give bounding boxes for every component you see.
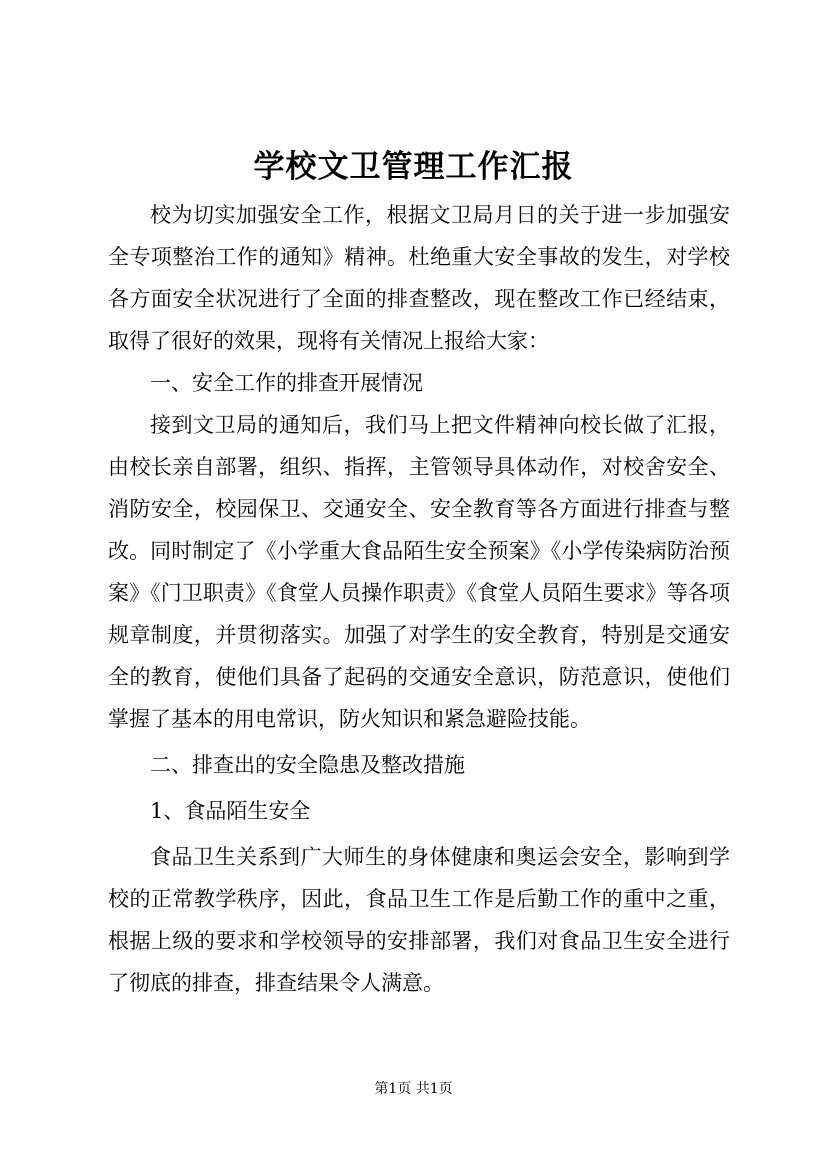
section-heading-2: 二、排查出的安全隐患及整改措施 <box>150 753 465 777</box>
document-body <box>108 194 730 1004</box>
intro-paragraph: 校为切实加强安全工作，根据文卫局月日的关于进一步加强安全专项整治工作的通知》精神。杜绝重大安全事故的发生，对学校各方面安全状况进行了全面的排查整改，现在整改工作已经结束，取得了很好的效果，现将有关情况上报给大家： <box>108 203 730 353</box>
page-number-footer: 第1页 共1页 <box>374 1081 453 1097</box>
document-title: 学校文卫管理工作汇报 <box>253 149 574 185</box>
subsection-1-paragraph: 食品卫生关系到广大师生的身体健康和奥运会安全，影响到学校的正常教学秩序，因此，食品卫生工作是后勤工作的重中之重，根据上级的要求和学校领导的安排部署，我们对食品卫生安全进行了彻底的排查，排查结果令人满意。 <box>108 845 730 995</box>
section-1-paragraph: 接到文卫局的通知后，我们马上把文件精神向校长做了汇报，由校长亲自部署，组织、指挥，主管领导具体动作，对校舍安全、消防安全，校园保卫、交通安全、安全教育等各方面进行排查与整改。同时制定了《小学重大食品陌生安全预案》《小学传染病防治预案》《门卫职责》《食堂人员操作职责》《食堂人员陌生要求》等各项规章制度，并贯彻落实。加强了对学生的安全教育，特别是交通安全的教育，使他们具备了起码的交通安全意识，防范意识，使他们掌握了基本的用电常识，防火知识和紧急避险技能。 <box>108 413 730 731</box>
subsection-heading-1: 1、食品陌生安全 <box>150 799 311 823</box>
section-heading-1: 一、安全工作的排查开展情况 <box>150 371 423 395</box>
